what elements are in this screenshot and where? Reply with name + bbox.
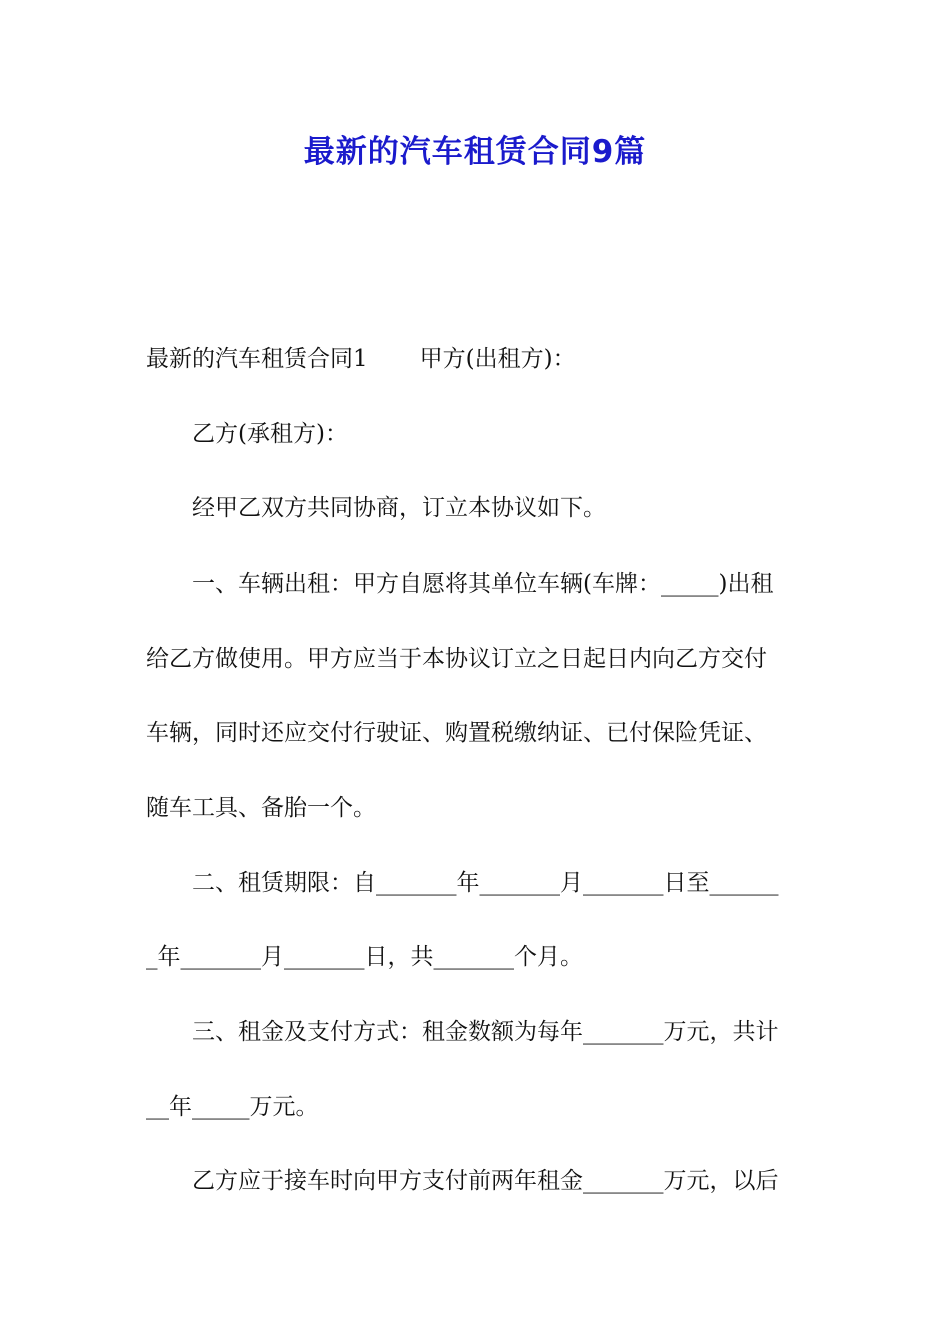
paragraph-line: 一、车辆出租：甲方自愿将其单位车辆(车牌：_____)出租 <box>192 571 774 597</box>
contract-subtitle: 最新的汽车租赁合同1 <box>146 346 368 372</box>
paragraph-line: 给乙方做使用。甲方应当于本协议订立之日起日内向乙方交付 <box>146 646 767 672</box>
document-title: 最新的汽车租赁合同9篇 <box>303 134 647 170</box>
party-b-label: 乙方(承租方)： <box>192 421 348 447</box>
paragraph-line: 二、租赁期限：自_______年_______月_______日至______ <box>192 870 779 896</box>
paragraph-intro: 经甲乙双方共同协商，订立本协议如下。 <box>192 495 606 521</box>
contract-heading-line <box>146 341 810 377</box>
paragraph-line: __年_____万元。 <box>146 1094 319 1120</box>
paragraph-line: 车辆，同时还应交付行驶证、购置税缴纳证、已付保险凭证、 <box>146 720 767 746</box>
paragraph-line: _年_______月_______日，共_______个月。 <box>146 944 583 970</box>
party-a-label: 甲方(出租方)： <box>419 346 576 372</box>
paragraph-line: 三、租金及支付方式：租金数额为每年_______万元，共计 <box>192 1019 779 1045</box>
paragraph-line: 乙方应于接车时向甲方支付前两年租金_______万元，以后 <box>192 1168 779 1194</box>
paragraph-line: 随车工具、备胎一个。 <box>146 795 376 821</box>
